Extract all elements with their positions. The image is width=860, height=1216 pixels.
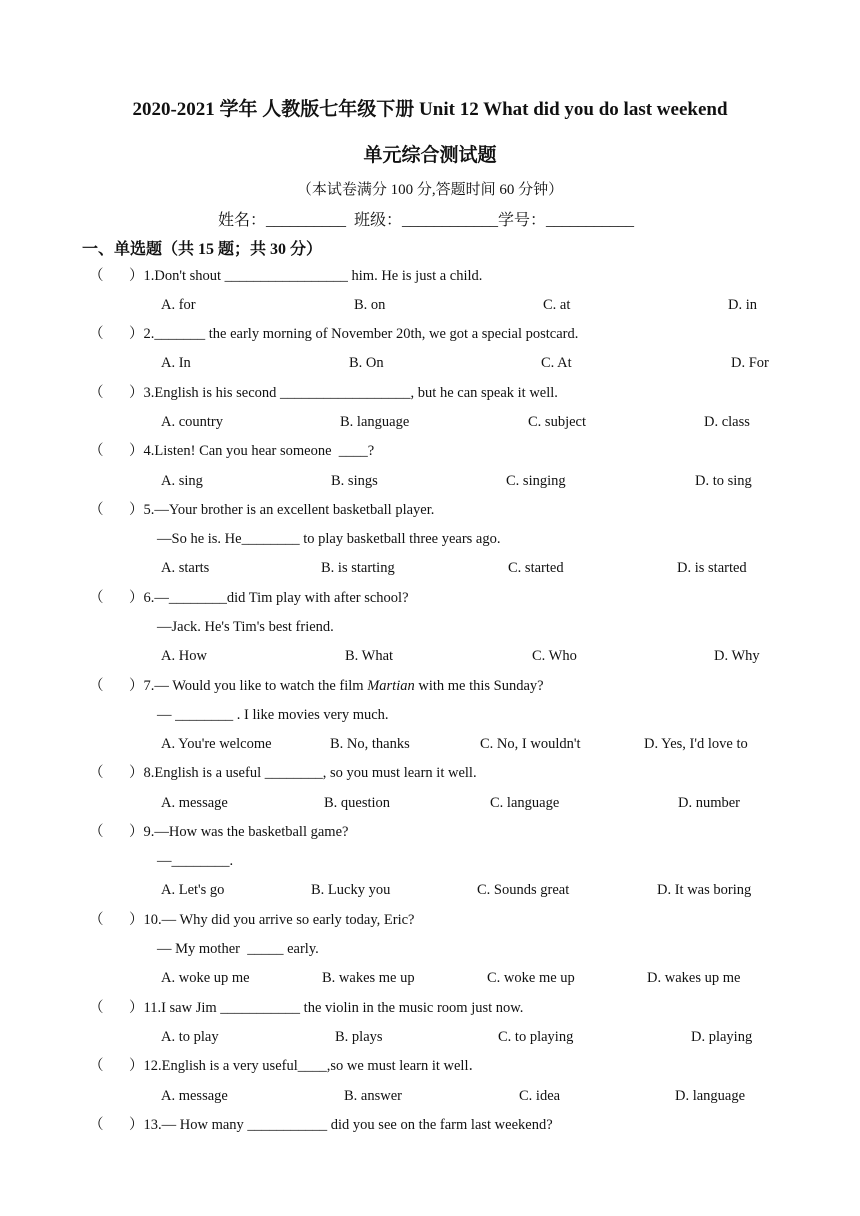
question-stem: ）10.— Why did you arrive so early today, Eric?: [129, 912, 415, 928]
option-d: D. It was boring: [657, 882, 752, 898]
question-stem: ）9.—How was the basketball game?: [129, 824, 349, 840]
option-b: B. on: [354, 297, 386, 313]
option-b: B. is starting: [321, 560, 395, 576]
option-a: A. message: [161, 1088, 228, 1104]
option-c: C. at: [543, 297, 571, 313]
option-d: D. number: [678, 795, 741, 811]
question-stem: ）1.Don't shout _________________ him. He is just a child.: [129, 268, 483, 284]
answer-paren: （: [89, 678, 104, 694]
answer-paren: （: [89, 1117, 104, 1133]
exam-note: （本试卷满分 100 分,答题时间 60 分钟）: [296, 182, 564, 198]
option-a: A. sing: [161, 473, 203, 489]
student-info-line: 姓名：__________ 班级：____________学号：___________: [218, 212, 635, 229]
option-c: C. No, I wouldn't: [480, 736, 581, 752]
option-c: C. to playing: [498, 1029, 574, 1045]
question-stem: ）2._______ the early morning of November 20th, we got a special postcard.: [129, 326, 579, 342]
option-c: C. subject: [528, 414, 586, 430]
option-d: D. For: [731, 355, 769, 371]
film-title: Martian: [367, 678, 415, 694]
dialogue-line: —Jack. He's Tim's best friend.: [157, 619, 334, 635]
option-a: A. Let's go: [161, 882, 225, 898]
option-d: D. Why: [714, 648, 760, 664]
answer-paren: （: [89, 1058, 104, 1074]
question-stem: ）8.English is a useful ________, so you must learn it well.: [129, 765, 477, 781]
option-a: A. starts: [161, 560, 210, 576]
stem-text: with me this Sunday?: [414, 678, 544, 694]
document-subtitle: 单元综合测试题: [363, 145, 497, 166]
question-stem: ）4.Listen! Can you hear someone ____?: [129, 443, 375, 459]
option-c: C. idea: [519, 1088, 561, 1104]
option-a: A. How: [161, 648, 207, 664]
option-d: D. language: [675, 1088, 746, 1104]
answer-paren: （: [89, 502, 104, 518]
answer-paren: （: [89, 824, 104, 840]
question-stem: ）6.—________did Tim play with after school?: [129, 590, 409, 606]
option-d: D. is started: [677, 560, 747, 576]
option-a: A. to play: [161, 1029, 219, 1045]
option-d: D. wakes up me: [647, 970, 741, 986]
stem-text: ）7.— Would you like to watch the film: [129, 678, 368, 694]
answer-paren: （: [89, 268, 104, 284]
question-stem: ）13.— How many ___________ did you see on the farm last weekend?: [129, 1117, 553, 1133]
option-b: B. answer: [344, 1088, 402, 1104]
answer-paren: （: [89, 443, 104, 459]
dialogue-line: —________.: [157, 853, 234, 869]
answer-paren: （: [89, 912, 104, 928]
option-b: B. No, thanks: [330, 736, 410, 752]
option-b: B. wakes me up: [322, 970, 415, 986]
option-d: D. class: [704, 414, 750, 430]
answer-paren: （: [89, 590, 104, 606]
option-b: B. plays: [335, 1029, 383, 1045]
question-stem: ）3.English is his second __________________, but he can speak it well.: [129, 385, 558, 401]
answer-paren: （: [89, 765, 104, 781]
section-title: 一、单选题（共 15 题；共 30 分）: [82, 241, 323, 258]
question-stem: ）12.English is a very useful____,so we must learn it well．: [129, 1058, 483, 1074]
option-c: C. At: [541, 355, 572, 371]
option-b: B. On: [349, 355, 384, 371]
option-b: B. sings: [331, 473, 378, 489]
dialogue-line: — My mother _____ early.: [157, 941, 319, 957]
option-a: A. for: [161, 297, 196, 313]
option-d: D. to sing: [695, 473, 752, 489]
dialogue-line: —So he is. He________ to play basketball three years ago.: [157, 531, 501, 547]
option-a: A. woke up me: [161, 970, 250, 986]
option-a: A. You're welcome: [161, 736, 272, 752]
dialogue-line: — ________ . I like movies very much.: [157, 707, 389, 723]
option-d: D. Yes, I'd love to: [644, 736, 748, 752]
answer-paren: （: [89, 326, 104, 342]
option-c: C. language: [490, 795, 560, 811]
question-stem: ）11.I saw Jim ___________ the violin in the music room just now.: [129, 1000, 524, 1016]
option-c: C. Who: [532, 648, 577, 664]
option-b: B. Lucky you: [311, 882, 391, 898]
option-c: C. woke me up: [487, 970, 575, 986]
option-c: C. Sounds great: [477, 882, 570, 898]
option-d: D. playing: [691, 1029, 753, 1045]
option-c: C. started: [508, 560, 564, 576]
option-c: C. singing: [506, 473, 566, 489]
option-a: A. message: [161, 795, 228, 811]
option-a: A. In: [161, 355, 191, 371]
option-b: B. What: [345, 648, 394, 664]
answer-paren: （: [89, 385, 104, 401]
question-stem: [129, 677, 544, 695]
option-a: A. country: [161, 414, 224, 430]
document-title: 2020-2021 学年 人教版七年级下册 Unit 12 What did you do last weekend: [132, 99, 728, 120]
answer-paren: （: [89, 1000, 104, 1016]
option-b: B. question: [324, 795, 391, 811]
question-stem: ）5.—Your brother is an excellent basketball player.: [129, 502, 435, 518]
option-b: B. language: [340, 414, 410, 430]
option-d: D. in: [728, 297, 757, 313]
